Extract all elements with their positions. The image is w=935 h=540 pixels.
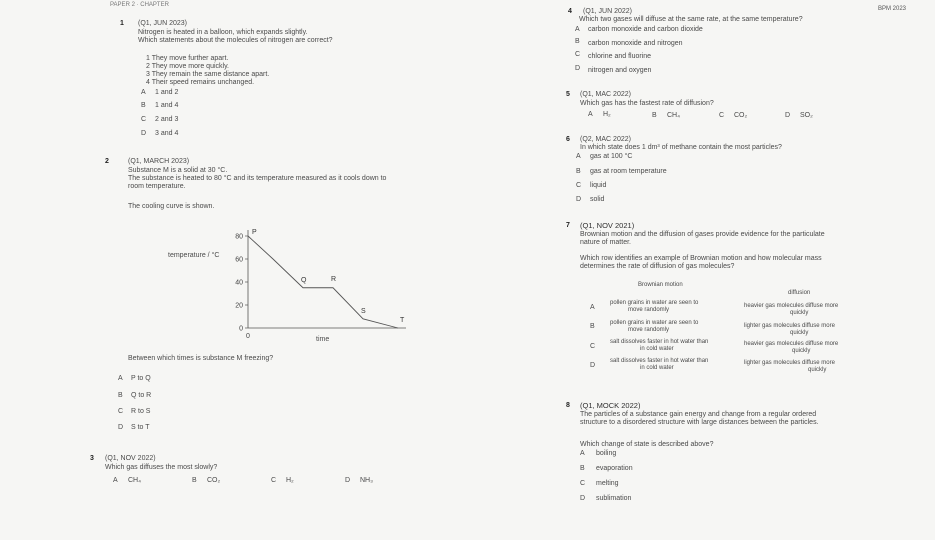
question-stem: The substance is heated to 80 °C and its temperature measured as it cools down to [128, 175, 387, 182]
question-source: (Q1, JUN 2023) [138, 20, 188, 27]
diffusion-cell: lighter gas molecules diffuse more [744, 323, 835, 329]
option-letter: D [345, 477, 351, 484]
point-label: T [400, 317, 405, 324]
row-letter: B [590, 323, 595, 330]
option-letter: C [141, 116, 147, 123]
question-source: (Q1, MOCK 2022) [580, 401, 641, 410]
question-number: 4 [568, 8, 572, 15]
y-tick-label: 40 [235, 279, 243, 287]
option-text: R to S [131, 408, 151, 415]
diffusion-cell: quickly [808, 367, 827, 373]
option-letter: C [575, 51, 581, 58]
option-text: boiling [596, 450, 617, 457]
statement: 4 Their speed remains unchanged. [146, 79, 255, 86]
x-axis-label: time [316, 336, 330, 343]
question-stem: Which row identifies an example of Brownian motion and how molecular mass [580, 255, 822, 262]
question-stem: In which state does 1 dm³ of methane contain the most particles? [580, 144, 782, 151]
option-text: CO₂ [207, 477, 221, 484]
question-number: 7 [566, 222, 570, 229]
diffusion-cell: lighter gas molecules diffuse more [744, 360, 835, 366]
option-letter: D [575, 65, 581, 72]
option-text: CO₂ [734, 112, 748, 119]
brownian-cell: salt dissolves faster in hot water than [610, 358, 709, 364]
option-letter: B [575, 38, 580, 45]
brownian-cell: in cold water [640, 346, 674, 352]
question-number: 8 [566, 402, 570, 409]
option-text: solid [590, 196, 605, 203]
question-stem: Which two gases will diffuse at the same rate, at the same temperature? [579, 16, 803, 23]
point-label: S [361, 307, 366, 315]
table-header-brownian: Brownian motion [638, 282, 683, 288]
question-stem: room temperature. [128, 183, 186, 190]
option-letter: B [192, 477, 197, 484]
cooling-curve-line [248, 236, 398, 328]
option-letter: A [141, 89, 146, 96]
option-letter: B [576, 168, 581, 175]
option-text: gas at 100 °C [590, 153, 633, 160]
question-stem: The cooling curve is shown. [128, 203, 215, 210]
diffusion-cell: quickly [790, 310, 809, 316]
page-header-right: BPM 2023 [878, 6, 907, 12]
option-text: H₂ [603, 111, 611, 118]
option-letter: D [118, 424, 124, 431]
option-text: 1 and 4 [155, 102, 179, 109]
option-text: liquid [590, 182, 607, 189]
option-letter: C [719, 112, 725, 119]
option-text: 3 and 4 [155, 130, 179, 137]
option-text: 2 and 3 [155, 116, 179, 123]
question-stem: structure to a disordered structure with large distances between the particles. [580, 419, 819, 426]
brownian-cell: salt dissolves faster in hot water than [610, 339, 709, 345]
option-letter: C [271, 477, 277, 484]
question-source: (Q1, MARCH 2023) [128, 158, 190, 165]
question-source: (Q1, NOV 2022) [105, 455, 156, 462]
brownian-cell: move randomly [628, 307, 670, 313]
option-text: NH₃ [360, 477, 373, 484]
option-text: CH₄ [667, 112, 680, 119]
row-letter: A [590, 304, 595, 311]
option-text: 1 and 2 [155, 89, 179, 96]
statement: 3 They remain the same distance apart. [146, 71, 270, 78]
question-number: 3 [90, 455, 94, 462]
option-letter: A [575, 26, 580, 33]
page-header-left: PAPER 2 · CHAPTER [110, 2, 169, 8]
y-tick-label: 80 [235, 233, 243, 241]
option-text: sublimation [596, 495, 632, 502]
question-prompt: Between which times is substance M freezing? [128, 355, 274, 362]
option-letter: D [141, 130, 147, 137]
brownian-cell: move randomly [628, 327, 670, 333]
option-letter: A [113, 477, 118, 484]
question-source: (Q1, MAC 2022) [580, 91, 631, 98]
option-letter: C [118, 408, 124, 415]
y-axis-label: temperature / °C [168, 252, 220, 259]
diffusion-cell: heavier gas molecules diffuse more [744, 341, 839, 347]
option-text: P to Q [131, 375, 151, 382]
brownian-cell: pollen grains in water are seen to [610, 320, 699, 326]
x-tick-label: 0 [246, 333, 250, 340]
diffusion-cell: quickly [792, 348, 811, 354]
diffusion-cell: quickly [790, 330, 809, 336]
question-number: 1 [120, 20, 124, 27]
option-letter: B [141, 102, 146, 109]
question-stem: Which gas has the fastest rate of diffusion? [580, 100, 714, 107]
option-letter: B [580, 465, 585, 472]
option-text: S to T [131, 424, 150, 431]
option-text: carbon monoxide and nitrogen [588, 40, 683, 47]
y-tick-label: 0 [239, 325, 243, 333]
question-stem: Substance M is a solid at 30 °C. [128, 167, 228, 174]
option-letter: A [576, 153, 581, 160]
brownian-cell: pollen grains in water are seen to [610, 300, 699, 306]
option-letter: D [785, 112, 791, 119]
option-letter: C [576, 182, 582, 189]
y-tick-label: 60 [235, 256, 243, 264]
point-label: R [331, 275, 337, 283]
option-text: carbon monoxide and carbon dioxide [588, 26, 703, 33]
option-text: melting [596, 480, 619, 487]
row-letter: D [590, 362, 596, 369]
option-letter: D [580, 495, 586, 502]
table-header-diffusion: diffusion [788, 290, 811, 296]
option-letter: A [588, 111, 593, 118]
question-stem: The particles of a substance gain energy and change from a regular ordered [580, 411, 817, 418]
option-text: SO₂ [800, 112, 813, 119]
question-stem: Which gas diffuses the most slowly? [105, 464, 218, 471]
question-stem: nature of matter. [580, 239, 631, 246]
y-tick-label: 20 [235, 302, 243, 310]
option-letter: B [118, 392, 123, 399]
diffusion-cell: heavier gas molecules diffuse more [744, 303, 839, 309]
option-text: Q to R [131, 392, 152, 399]
question-stem: Which change of state is described above? [580, 441, 714, 448]
question-number: 2 [105, 158, 109, 165]
statement: 2 They move more quickly. [146, 63, 229, 70]
question-source: (Q2, MAC 2022) [580, 136, 631, 143]
option-text: gas at room temperature [590, 168, 667, 175]
question-stem: Nitrogen is heated in a balloon, which expands slightly. [138, 29, 308, 36]
option-letter: A [580, 450, 585, 457]
option-letter: A [118, 375, 123, 382]
option-text: chlorine and fluorine [588, 53, 652, 60]
point-label: P [252, 229, 257, 236]
question-stem: determines the rate of diffusion of gas molecules? [580, 263, 735, 270]
point-label: Q [301, 276, 307, 284]
option-text: CH₄ [128, 477, 141, 484]
option-text: H₂ [286, 477, 294, 484]
option-text: evaporation [596, 465, 633, 472]
question-number: 6 [566, 136, 570, 143]
option-text: nitrogen and oxygen [588, 67, 652, 74]
option-letter: D [576, 196, 582, 203]
statement: 1 They move further apart. [146, 55, 229, 62]
question-stem: Which statements about the molecules of nitrogen are correct? [138, 37, 333, 44]
option-letter: C [580, 480, 586, 487]
question-number: 5 [566, 91, 570, 98]
question-source: (Q1, NOV 2021) [580, 221, 635, 230]
option-letter: B [652, 112, 657, 119]
row-letter: C [590, 343, 596, 350]
question-source: (Q1, JUN 2022) [583, 8, 633, 15]
brownian-cell: in cold water [640, 365, 674, 371]
question-stem: Brownian motion and the diffusion of gases provide evidence for the particulate [580, 231, 825, 238]
